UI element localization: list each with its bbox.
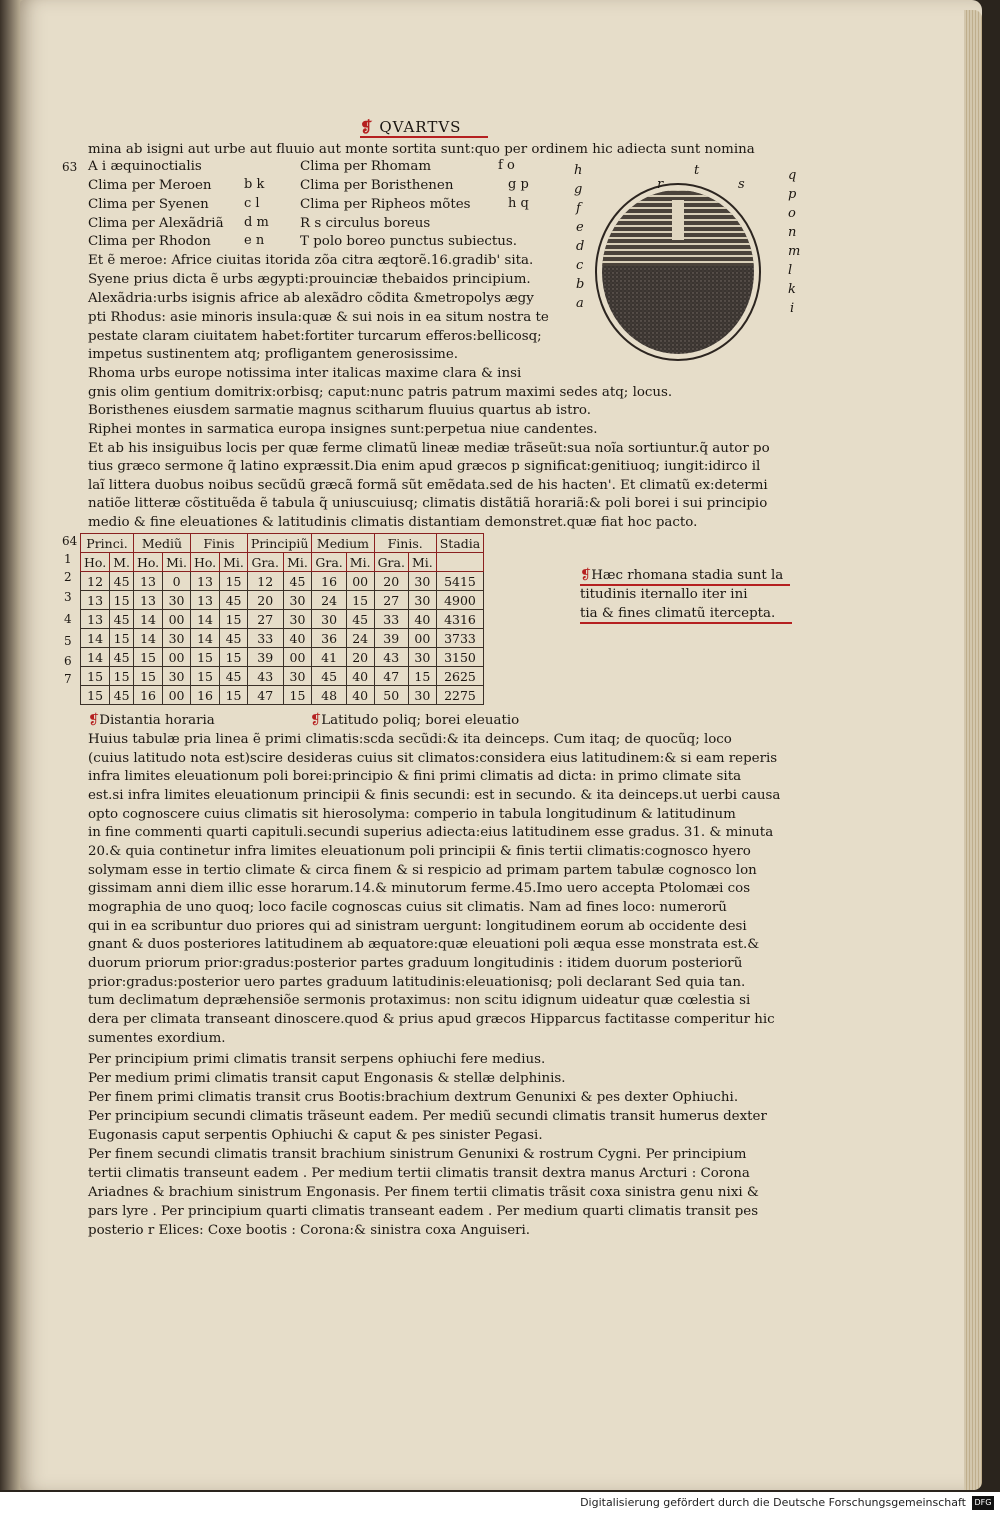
table-row	[81, 629, 484, 648]
table-cell: 15	[133, 648, 162, 667]
table-cell: 13	[81, 610, 110, 629]
globe-letter-p: p	[788, 187, 797, 202]
table-cell: 15	[110, 591, 134, 610]
body2-line: tum declimatum depræhensiõe sermonis protaximus: non scitu idignum uideatur quæ cœlestia si	[88, 993, 751, 1008]
climate-right-3: Clima per Ripheos mõtes	[300, 197, 471, 212]
body2-line: qui in ea scribuntur duo priores qui ad sinistram uergunt: longitudinem eorum ab occidente desi	[88, 919, 747, 934]
globe-letter-n: n	[788, 225, 797, 240]
pilcrow-mark: ❡	[360, 118, 374, 136]
sub-header: M.	[110, 553, 134, 572]
table-cell: 45	[220, 591, 248, 610]
table-cell: 16	[312, 572, 346, 591]
body1-line: natiõe litteræ cõstituẽda ẽ tabula q̃ uniuscuiusq; climatis distãtiã horariã:& poli borei i sui principio	[88, 496, 768, 511]
table-footer-left	[88, 712, 215, 730]
table-cell: 45	[220, 629, 248, 648]
pilcrow-mark: ❡	[310, 713, 322, 728]
sub-header: Gra.	[374, 553, 408, 572]
climate-code-3: c l	[244, 196, 260, 211]
climate-globe-diagram	[592, 180, 764, 364]
table-footer-right	[310, 712, 519, 730]
header-finis-lat: Finis.	[374, 534, 436, 553]
table-cell: 40	[408, 610, 436, 629]
table-cell: 45	[110, 572, 134, 591]
body2-line: sumentes exordium.	[88, 1031, 226, 1046]
globe-letter-f: f	[576, 201, 581, 216]
row-number: 4	[64, 612, 72, 626]
table-cell: 47	[247, 686, 283, 705]
table-cell: 45	[110, 686, 134, 705]
table-cell: 15	[81, 686, 110, 705]
table-cell: 30	[408, 591, 436, 610]
climate-letters-3: h q	[508, 196, 529, 211]
table-cell: 20	[247, 591, 283, 610]
body1-line: Boristhenes eiusdem sarmatie magnus scitharum fluuius quartus ab istro.	[88, 403, 592, 418]
body2-line: prior:gradus:posterior uero partes graduum latitudinis:eleuationisq; poli declarant Sed quia tan.	[88, 975, 746, 990]
climate-right-5: T polo boreo punctus subiectus.	[300, 234, 518, 249]
body2-line: Huius tabulæ pria linea ẽ primi climatis:scda secũdi:& ita deinceps. Cum itaq; de quocũq; loco	[88, 732, 732, 747]
body2-line: Ariadnes & brachium sinistrum Engonasis. Per finem tertii climatis trãsit coxa sinistra genu nixi &	[88, 1185, 759, 1200]
table-cell: 41	[312, 648, 346, 667]
table-cell: 40	[346, 667, 374, 686]
body2-line: gnant & duos posteriores latitudinem ab æquatore:quæ eleuationi poli æqua esse monstrata est.&	[88, 937, 760, 952]
intro-line: mina ab isigni aut urbe aut fluuio aut monte sortita sunt:quo per ordinem hic adiecta sunt nomina	[88, 142, 755, 157]
table-cell: 45	[346, 610, 374, 629]
table-cell: 30	[283, 610, 312, 629]
climate-code-2: b k	[244, 177, 265, 192]
body1-line: tius græco sermone q̃ latino expræssit.Dia enim apud græcos p significat:genitiuoq; iungit:idirco il	[88, 459, 761, 474]
body2-line: Per principium primi climatis transit serpens ophiuchi fere medius.	[88, 1052, 546, 1067]
globe-letter-e: e	[576, 220, 584, 235]
body2-line: (cuius latitudo nota est)scire desideras cuius sit climatos:considera eius latitudinem:& si eam reperis	[88, 751, 778, 766]
table-row	[81, 667, 484, 686]
body2-line: 20.& quia continetur infra limites eleuationum poli principii & finis tertii climatis:cognosco hyero	[88, 844, 751, 859]
body2-line: Per medium primi climatis transit caput Engonasis & stellæ delphinis.	[88, 1071, 566, 1086]
body2-line: est.si infra limites eleuationum principii & finis secundi: est in secundo. & ita deinceps.ut uerbi causa	[88, 788, 781, 803]
body2-line: tertii climatis transeunt eadem . Per medium tertii climatis transit dextra manus Arcturi : Corona	[88, 1166, 750, 1181]
running-header	[360, 118, 461, 136]
body1-line: laĩ littera duobus noibus secũdũ græcã formã sũt emẽdata.sed de his hacten'. Et climatũ ex:determi	[88, 478, 768, 493]
table-cell: 30	[408, 572, 436, 591]
side-note-line	[580, 566, 783, 585]
table-cell: 45	[220, 667, 248, 686]
dfg-logo: DFG	[972, 1496, 994, 1510]
body2-line: infra limites eleuationum poli borei:principio & fini primi climatis ad dicta: in primo climate sita	[88, 769, 742, 784]
footer-credit: Digitalisierung gefördert durch die Deutsche Forschungsgemeinschaft	[580, 1496, 966, 1509]
side-note-line: titudinis iternallo iter ini	[580, 587, 748, 602]
table-cell: 3733	[436, 629, 484, 648]
table-cell: 15	[220, 572, 248, 591]
globe-letter-q: q	[788, 168, 797, 183]
body2-line: duorum priorum prior:gradus:posterior partes graduum longitudinis : itidem duorum posteriorũ	[88, 956, 743, 971]
table-cell: 00	[163, 648, 191, 667]
table-cell: 50	[374, 686, 408, 705]
table-cell: 15	[190, 667, 219, 686]
header-medium-lat: Medium	[312, 534, 374, 553]
body2-line: Per principium secundi climatis trãseunt eadem. Per mediũ secundi climatis transit humerus dexter	[88, 1109, 767, 1124]
body2-line: in fine commenti quarti capituli.secundi superius adiecta:eius latitudinem esse gradus. 31. & minuta	[88, 825, 774, 840]
climate-right-4: R s circulus boreus	[300, 216, 431, 231]
table-cell: 13	[190, 572, 219, 591]
table-cell: 14	[81, 629, 110, 648]
table-cell: 15	[110, 667, 134, 686]
table-cell: 33	[374, 610, 408, 629]
table-cell: 5415	[436, 572, 484, 591]
table-row	[81, 572, 484, 591]
page-edges	[964, 10, 982, 1490]
table-row	[81, 591, 484, 610]
climate-left-5: Clima per Rhodon	[88, 234, 211, 249]
table-cell: 15	[133, 667, 162, 686]
globe-letter-s: s	[738, 177, 745, 192]
table-cell: 30	[283, 591, 312, 610]
sub-header: Mi.	[346, 553, 374, 572]
table-cell: 15	[220, 610, 248, 629]
table-cell: 30	[312, 610, 346, 629]
table-group-header-row	[81, 534, 484, 553]
body1-line: Syene prius dicta ẽ urbs ægypti:prouinciæ thebaidos principium.	[88, 272, 531, 287]
distantia-horaria-label: Distantia horaria	[99, 713, 215, 728]
table-cell: 00	[163, 686, 191, 705]
table-cell: 30	[163, 667, 191, 686]
table-cell: 0	[163, 572, 191, 591]
body2-line: opto cognoscere cuius climatis sit hierosolyma: comperio in tabula longitudinum & latitudinum	[88, 807, 736, 822]
sub-header: Ho.	[190, 553, 219, 572]
body2-line: solymam esse in tertio climate & circa finem & si respicio ad primam partem tabulæ cognosco lon	[88, 863, 757, 878]
table-cell: 00	[283, 648, 312, 667]
globe-letter-l: l	[788, 263, 793, 278]
climate-letters-2: g p	[508, 177, 529, 192]
table-cell: 4316	[436, 610, 484, 629]
climate-code-4: d m	[244, 215, 269, 230]
table-cell: 00	[346, 572, 374, 591]
table-cell: 33	[247, 629, 283, 648]
sub-header: Mi.	[163, 553, 191, 572]
globe-letter-i: i	[790, 301, 795, 316]
body2-line: Eugonasis caput serpentis Ophiuchi & caput & pes sinister Pegasi.	[88, 1128, 543, 1143]
table-cell: 12	[247, 572, 283, 591]
table-cell: 39	[247, 648, 283, 667]
body2-line: dera per climata transeant dinoscere.quod & prius apud græcos Hipparcus factitasse comperitur hic	[88, 1012, 775, 1027]
running-title: QVARTVS	[379, 118, 462, 136]
table-cell: 2625	[436, 667, 484, 686]
table-cell: 30	[163, 629, 191, 648]
climate-right-1: Clima per Rhomam	[300, 159, 432, 174]
table-cell: 13	[190, 591, 219, 610]
table-row	[81, 610, 484, 629]
climate-table	[80, 533, 484, 705]
globe-letter-m: m	[788, 244, 801, 259]
header-principium: Principiũ	[247, 534, 311, 553]
table-cell: 24	[346, 629, 374, 648]
table-cell: 3150	[436, 648, 484, 667]
globe-letter-b: b	[576, 277, 585, 292]
body1-line: pti Rhodus: asie minoris insula:quæ & sui nois in ea situm nostra te	[88, 310, 549, 325]
globe-letter-d: d	[576, 239, 585, 254]
body1-line: gnis olim gentium domitrix:orbisq; caput:nunc patris patrum maximi sedes atq; locus.	[88, 385, 673, 400]
table-cell: 15	[110, 629, 134, 648]
table-cell: 20	[374, 572, 408, 591]
table-cell: 36	[312, 629, 346, 648]
table-cell: 27	[247, 610, 283, 629]
table-cell: 2275	[436, 686, 484, 705]
sub-header: Gra.	[247, 553, 283, 572]
table-cell: 39	[374, 629, 408, 648]
sub-header: Mi.	[408, 553, 436, 572]
row-number: 3	[64, 590, 72, 604]
table-cell: 43	[247, 667, 283, 686]
climate-left-4: Clima per Alexãdriã	[88, 216, 224, 231]
globe-letter-t: t	[694, 163, 700, 178]
body1-line: Rhoma urbs europe notissima inter italicas maxime clara & insi	[88, 366, 522, 381]
table-cell: 12	[81, 572, 110, 591]
table-body	[81, 572, 484, 705]
table-cell: 15	[408, 667, 436, 686]
table-cell: 45	[312, 667, 346, 686]
globe-letter-h: h	[574, 163, 583, 178]
table-cell: 30	[283, 667, 312, 686]
table-cell: 13	[133, 572, 162, 591]
table-cell: 00	[163, 610, 191, 629]
latitudo-label: Latitudo poliq; borei eleuatio	[321, 713, 520, 728]
pilcrow-mark: ❡	[580, 568, 592, 583]
globe-letter-o: o	[788, 206, 796, 221]
table-cell: 16	[133, 686, 162, 705]
table-row	[81, 686, 484, 705]
table-cell: 15	[81, 667, 110, 686]
climate-left-2: Clima per Meroen	[88, 178, 212, 193]
table-cell: 14	[133, 610, 162, 629]
sub-header: Gra.	[312, 553, 346, 572]
table-cell: 30	[408, 648, 436, 667]
table-cell: 14	[190, 629, 219, 648]
table-cell: 45	[110, 648, 134, 667]
sub-header: Mi.	[220, 553, 248, 572]
table-sub-header-row	[81, 553, 484, 572]
body2-line: pars lyre . Per principium quarti climatis transeant eadem . Per medium quarti climatis transit pes	[88, 1204, 759, 1219]
table-cell: 15	[283, 686, 312, 705]
table-cell: 14	[190, 610, 219, 629]
body2-line: posterio r Elices: Coxe bootis : Corona:& sinistra coxa Anguiseri.	[88, 1223, 531, 1238]
folio-number-64: 64	[62, 534, 78, 548]
side-note-underline	[580, 622, 792, 624]
globe-letter-k: k	[788, 282, 796, 297]
table-cell: 48	[312, 686, 346, 705]
header-underline	[360, 136, 488, 138]
pilcrow-mark: ❡	[88, 713, 100, 728]
table-cell: 13	[81, 591, 110, 610]
row-number: 2	[64, 570, 72, 584]
table-cell: 00	[408, 629, 436, 648]
header-stadia: Stadia	[436, 534, 484, 553]
sub-header: Ho.	[133, 553, 162, 572]
body2-line: gissimam anni diem illic esse horarum.14.& minutorum ferme.45.Imo uero accepta Ptolomæi cos	[88, 881, 751, 896]
table-cell: 20	[346, 648, 374, 667]
climate-left-3: Clima per Syenen	[88, 197, 209, 212]
header-medium: Mediũ	[133, 534, 190, 553]
table-cell: 16	[190, 686, 219, 705]
side-note-underline	[580, 584, 790, 586]
table-cell: 27	[374, 591, 408, 610]
table-cell: 30	[163, 591, 191, 610]
table-cell: 45	[110, 610, 134, 629]
table-cell: 45	[283, 572, 312, 591]
stadia-side-note	[580, 566, 783, 623]
climate-right-2: Clima per Boristhenen	[300, 178, 454, 193]
row-number: 7	[64, 672, 72, 686]
body2-line: mographia de uno quoq; loco facile cognoscas cuius sit climatis. Nam ad fines loco: numerorũ	[88, 900, 727, 915]
globe-letter-a: a	[576, 296, 584, 311]
header-finis: Finis	[190, 534, 247, 553]
climate-code-5: e n	[244, 233, 265, 248]
body1-line: medio & fine eleuationes & latitudinis climatis distantiam demonstret.quæ fiat hoc pacto.	[88, 515, 698, 530]
row-number: 6	[64, 654, 72, 668]
body2-line: Per finem secundi climatis transit brachium sinistrum Genunixi & rostrum Cygni. Per principium	[88, 1147, 747, 1162]
climate-letters-1: f o	[498, 158, 515, 173]
climate-left-1: A i æquinoctialis	[88, 159, 202, 174]
sub-header-empty	[436, 553, 484, 572]
table-cell: 24	[312, 591, 346, 610]
digitization-footer	[0, 1492, 1000, 1515]
header-princi: Princi.	[81, 534, 134, 553]
globe-letter-c: c	[576, 258, 584, 273]
table-cell: 30	[408, 686, 436, 705]
body1-line: impetus sustinentem atq; profligantem generosissime.	[88, 347, 459, 362]
table-cell: 14	[81, 648, 110, 667]
body1-line: Et ab his insiguibus locis per quæ ferme climatũ lineæ mediæ trãseũt:sua noĩa sortiuntur.q̃ autor po	[88, 441, 770, 456]
side-note-line: tia & fines climatũ itercepta.	[580, 606, 776, 621]
body1-line: Et ẽ meroe: Africe ciuitas itorida zõa citra æqtorẽ.16.gradib' sita.	[88, 253, 534, 268]
sub-header: Ho.	[81, 553, 110, 572]
body1-line: pestate claram ciuitatem habet:fortiter turcarum efferos:bellicosq;	[88, 329, 542, 344]
table-cell: 13	[133, 591, 162, 610]
table-cell: 40	[283, 629, 312, 648]
table-cell: 47	[374, 667, 408, 686]
globe-letter-g: g	[574, 182, 583, 197]
folio-number-63: 63	[62, 160, 78, 174]
body2-line: Per finem primi climatis transit crus Bootis:brachium dextrum Genunixi & pes dexter Ophiuchi.	[88, 1090, 739, 1105]
table-cell: 15	[190, 648, 219, 667]
body1-line: Riphei montes in sarmatica europa insignes sunt:perpetua niue candentes.	[88, 422, 598, 437]
table-cell: 15	[220, 686, 248, 705]
table-cell: 14	[133, 629, 162, 648]
table-cell: 43	[374, 648, 408, 667]
table-cell: 15	[220, 648, 248, 667]
body1-line: Alexãdria:urbs isignis africe ab alexãdro cõdita &metropolys ægy	[88, 291, 534, 306]
table-row	[81, 648, 484, 667]
row-number: 5	[64, 634, 72, 648]
sub-header: Mi.	[283, 553, 312, 572]
side-note-text: Hæc rhomana stadia sunt la	[591, 568, 784, 583]
table-cell: 4900	[436, 591, 484, 610]
globe-letter-r: r	[657, 177, 664, 192]
row-number: 1	[64, 552, 72, 566]
table-cell: 40	[346, 686, 374, 705]
table-cell: 15	[346, 591, 374, 610]
